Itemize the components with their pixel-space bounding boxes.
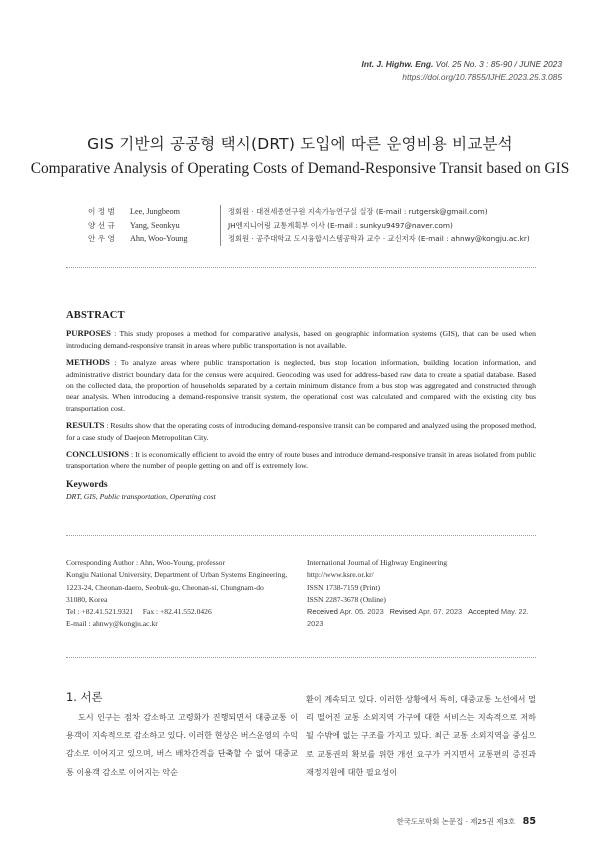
author-name-korean: 이 정 범 bbox=[88, 207, 115, 216]
footer-journal-name: 한국도로학회 논문집 · 제25권 제3호 bbox=[396, 817, 516, 826]
abstract-methods bbox=[66, 357, 536, 414]
abstract-conclusions bbox=[66, 449, 536, 472]
journal-url[interactable]: http://www.ksre.or.kr/ bbox=[307, 570, 374, 580]
abstract-purposes bbox=[66, 328, 536, 351]
author-affiliation: 정회원 · 대전세종연구원 지속가능연구실 실장 (E-mail : rutgersk@gmail.com) bbox=[220, 205, 488, 219]
page-number: 85 bbox=[522, 816, 536, 827]
page-footer bbox=[0, 816, 536, 827]
author-affiliation: 정회원 · 공주대학교 도시융합시스템공학과 교수 · 교신저자 (E-mail : ahnwy@kongju.ac.kr) bbox=[220, 232, 530, 246]
korean-title: GIS 기반의 공공형 택시(DRT) 도입에 따른 운영비용 비교분석 bbox=[87, 135, 513, 153]
author-row bbox=[88, 219, 530, 233]
issn-online: ISSN 2287-3678 (Online) bbox=[307, 594, 386, 604]
dotted-divider bbox=[66, 267, 536, 268]
journal-meta-block bbox=[307, 557, 547, 631]
author-list bbox=[88, 205, 530, 246]
conclusions-label: CONCLUSIONS bbox=[66, 449, 130, 460]
corresponding-line: Kongju National University, Department of Urban Systems Engineering, bbox=[66, 570, 288, 580]
results-text: : Results show that the operating costs of introducing demand-responsive transit can be compared and analyzed using the proposed method, for a case study of Daejeon Metropolitan City. bbox=[66, 421, 536, 442]
received-label: Received bbox=[307, 607, 338, 617]
received-date: Apr. 05. 2023 bbox=[339, 607, 384, 617]
keywords-heading: Keywords bbox=[66, 478, 108, 490]
volume-info: Vol. 25 No. 3 : 85-90 / JUNE 2023 bbox=[435, 59, 562, 69]
journal-name: International Journal of Highway Engineering bbox=[307, 558, 448, 567]
corresponding-line: Tel : +82.41.521.9321 Fax : +82.41.552.0426 bbox=[66, 607, 212, 617]
author-name-korean: 양 선 규 bbox=[88, 220, 115, 230]
section-heading-introduction: 1. 서론 bbox=[66, 690, 103, 704]
dotted-divider bbox=[66, 535, 536, 536]
author-name-english: Ahn, Woo-Young bbox=[130, 234, 188, 244]
abstract-results bbox=[66, 420, 536, 443]
accepted-date: May. 22. 2023 bbox=[307, 607, 529, 629]
revised-date: Apr. 07. 2023 bbox=[418, 607, 463, 617]
keywords-list: DRT, GIS, Public transportation, Operating cost bbox=[66, 492, 216, 502]
corresponding-line: 31080, Korea bbox=[66, 594, 108, 604]
author-row bbox=[88, 205, 530, 219]
purposes-label: PURPOSES bbox=[66, 328, 111, 339]
corresponding-line: Corresponding Author : Ahn, Woo-Young, professor bbox=[66, 558, 225, 567]
author-name-english: Lee, Jungbeom bbox=[130, 207, 181, 216]
author-name-english: Yang, Seonkyu bbox=[130, 220, 180, 230]
revised-label: Revised bbox=[389, 607, 417, 617]
author-name-korean: 안 우 영 bbox=[88, 234, 115, 244]
issn-print: ISSN 1738-7159 (Print) bbox=[307, 582, 380, 592]
methods-text: : To analyze areas where public transportation is neglected, bus stop location information, building location information, and administrative district boundary data for the census were acquired. Geocoding was used for address-based raw data to create a spatial database. Based on the collected data, the proportion of households separated by a certain minimum distance from a bus stop was aggregated and constructed through near analysis. When introducing a demand-responsive transit system, the operational cost was calculated and compared with the existing city bus transportation cost. bbox=[66, 358, 536, 413]
dotted-divider bbox=[66, 657, 536, 658]
conclusions-text: : It is economically efficient to avoid the entry of route buses and introduce demand-responsive transit in areas isolated from public transportation where the number of people getting on and off is extremely low. bbox=[66, 450, 536, 471]
purposes-text: : This study proposes a method for comparative analysis, based on geographic information systems (GIS), that can be used when introducing demand-responsive transit in areas where public transportation is not available. bbox=[66, 329, 536, 350]
methods-label: METHODS bbox=[66, 357, 110, 368]
history-dates bbox=[307, 606, 547, 631]
english-title: Comparative Analysis of Operating Costs of Demand-Responsive Transit based on GIS bbox=[30, 160, 570, 177]
abstract-heading: ABSTRACT bbox=[66, 310, 125, 321]
author-affiliation: JH엔지니어링 교통계획부 이사 (E-mail : sunkyu9497@naver.com) bbox=[220, 219, 453, 233]
body-text-right-column: 환이 계속되고 있다. 이러한 상황에서 특히, 대중교통 노선에서 멀리 떨어진 교통 소외지역 가구에 대한 서비스는 지속적으로 저하될 수밖에 없는 구조를 가지고 있다. 최근 교통 소외지역을 중심으로 교통권의 확보를 위한 개선 요구가 커지면서 교통편의 증진과 재정지원에 대한 필요성이 bbox=[306, 694, 536, 777]
journal-abbreviation: Int. J. Highw. Eng. bbox=[361, 59, 434, 69]
journal-header bbox=[362, 58, 562, 84]
body-text-left-column: 도시 인구는 점차 감소하고 고령화가 진행되면서 대중교통 이용객이 지속적으로 감소하고 있다. 이러한 현상은 버스운영의 수익 감소로 이어지고 있으며, 버스 배차간격을 단축할 수 없어 대중교통 이용객 감소로 이어지는 악순 bbox=[66, 712, 298, 777]
journal-citation bbox=[362, 58, 562, 71]
accepted-label: Accepted bbox=[468, 607, 499, 617]
author-row bbox=[88, 232, 530, 246]
corresponding-email: E-mail : ahnwy@kongju.ac.kr bbox=[66, 619, 158, 629]
corresponding-author-block bbox=[66, 557, 306, 631]
results-label: RESULTS bbox=[66, 420, 105, 431]
doi-link[interactable]: https://doi.org/10.7855/IJHE.2023.25.3.085 bbox=[402, 72, 562, 82]
abstract-section bbox=[66, 310, 536, 503]
corresponding-line: 1223-24, Cheonan-daero, Seobuk-gu, Cheonan-si, Chungnam-do bbox=[66, 582, 264, 592]
